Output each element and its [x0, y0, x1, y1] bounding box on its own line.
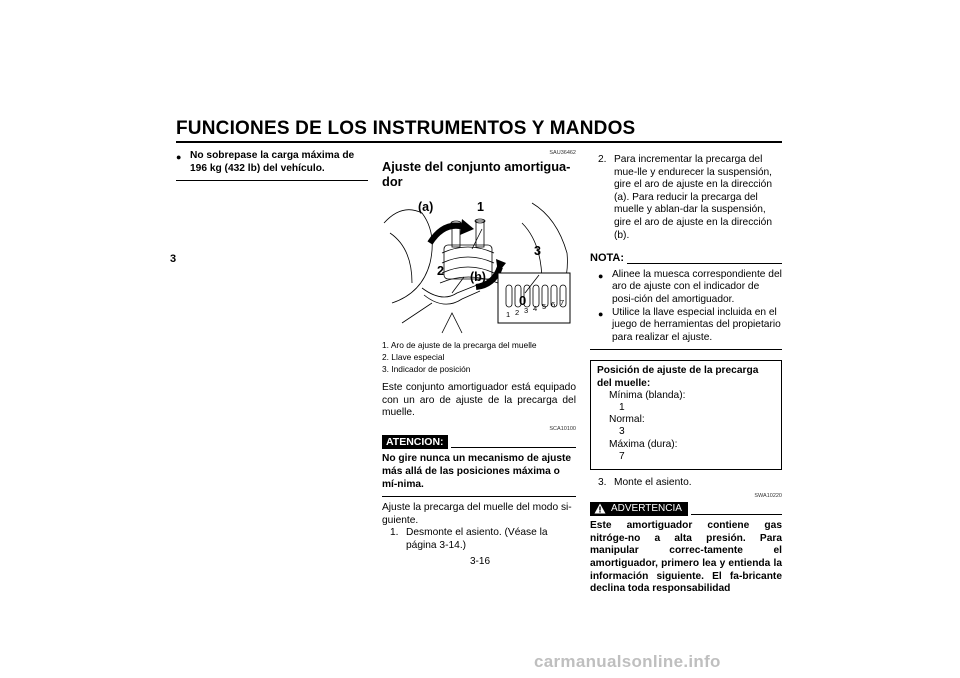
- caution-header: [382, 435, 576, 450]
- shock-absorber-figure: [382, 193, 572, 335]
- spec-max-label: Máxima (dura):: [609, 438, 678, 450]
- warning-code: SWA10220: [754, 492, 782, 499]
- figure-label-2: 2: [437, 264, 444, 278]
- spec-min-label: Mínima (blanda):: [609, 389, 686, 401]
- warning-label-box: [590, 502, 688, 517]
- note-bullet-item: [590, 269, 782, 307]
- watermark: carmanualsonline.info: [534, 652, 721, 671]
- section-title: Ajuste del conjunto amortigua-dor: [382, 159, 571, 189]
- figure-label-b: (b): [470, 270, 486, 284]
- figure-label-3: 3: [534, 244, 541, 258]
- bullet-icon: ●: [598, 308, 604, 319]
- chapter-tab: 3: [170, 253, 177, 265]
- spec-title: Posición de ajuste de la precarga del muelle:: [597, 365, 759, 389]
- scale-number: 3: [524, 306, 529, 315]
- warning-bullet-text: No sobrepase la carga máxima de 196 kg (432 lb) del vehículo.: [190, 150, 355, 174]
- figure-label-a: (a): [418, 200, 434, 214]
- spec-box: [590, 360, 782, 470]
- scale-number: 6: [551, 300, 556, 309]
- spec-normal-label: Normal:: [609, 414, 645, 426]
- step-1-number: 1.: [390, 527, 399, 539]
- figure-label-1: 1: [477, 200, 484, 214]
- step-1-item: [382, 527, 576, 552]
- caution-code: SCA10100: [549, 425, 576, 432]
- step-3-number: 3.: [598, 476, 607, 488]
- warning-label: ADVERTENCIA: [611, 502, 682, 514]
- step-2-number: 2.: [598, 154, 607, 165]
- warning-bullet-item: [176, 150, 368, 175]
- procedure-intro: Ajuste la precarga del muelle del modo si-guiente.: [382, 502, 572, 526]
- scale-number: 4: [533, 304, 538, 313]
- page-number: 3-16: [470, 556, 491, 567]
- note-rule: [627, 263, 782, 264]
- caution-text: No gire nunca un mecanismo de ajuste más allá de las posiciones máxima o mí-nima.: [382, 453, 572, 490]
- figure-caption-1: 1. Aro de ajuste de la precarga del muelle: [382, 340, 537, 350]
- column-3: [590, 150, 782, 596]
- warning-header: [590, 502, 782, 517]
- note-end-rule: [590, 349, 782, 350]
- warning-triangle-icon: [594, 503, 606, 514]
- bullet-icon: ●: [176, 152, 182, 162]
- caution-rule: [451, 447, 576, 448]
- column-2: [382, 150, 576, 553]
- scale-number: 1: [506, 310, 511, 319]
- step-1-text: Desmonte el asiento. (Véase la página 3-14.): [406, 527, 548, 551]
- step-2-text: Para incrementar la precarga del mue-lle y endurecer la suspensión, gire el aro de ajuste en la dirección (a). Para reducir la precarga del muelle y ablan-dar la suspensión, gire el aro de ajuste en la dirección (b).: [614, 154, 773, 241]
- note-label: NOTA:: [590, 252, 625, 265]
- figure-caption-2: 2. Llave especial: [382, 352, 445, 362]
- column-1: [176, 150, 368, 181]
- indicator-mark: 0: [519, 293, 527, 308]
- warning-rule: [691, 514, 782, 515]
- step-3-item: [590, 477, 782, 490]
- intro-paragraph: Este conjunto amortiguador está equipado con un aro de ajuste de la precarga del muelle.: [382, 382, 576, 419]
- scale-number: 5: [542, 302, 547, 311]
- scale-number: 7: [560, 298, 565, 307]
- section-code: SAU36462: [549, 150, 576, 156]
- note-bullet-item: [590, 307, 782, 345]
- figure-caption-3: 3. Indicador de posición: [382, 364, 471, 374]
- spec-normal-value: 3: [619, 426, 625, 438]
- header-rule: [176, 141, 782, 143]
- step-3-text: Monte el asiento.: [614, 476, 692, 488]
- section-rule: [176, 180, 368, 181]
- note-header: [590, 252, 782, 265]
- page-header-title: FUNCIONES DE LOS INSTRUMENTOS Y MANDOS: [176, 118, 636, 139]
- spec-max-value: 7: [619, 450, 625, 462]
- note-bullet-text: Alinee la muesca correspondiente del aro de ajuste con el indicador de posi-ción del amortiguador.: [612, 268, 782, 305]
- note-bullet-text: Utilice la llave especial incluida en el juego de herramientas del propietario para realizar el ajuste.: [612, 306, 781, 343]
- scale-number: 2: [515, 308, 520, 317]
- spec-min-value: 1: [619, 401, 625, 413]
- step-2-item: [590, 154, 782, 242]
- bullet-icon: ●: [598, 270, 604, 281]
- warning-text: Este amortiguador contiene gas nitróge-no a alta presión. Para manipular correc-tamente el amortiguador, primero lea y entienda la información siguiente. El fa-bricante declina toda responsabilidad: [590, 520, 782, 595]
- caution-end-rule: [382, 496, 576, 497]
- caution-label: ATENCION:: [382, 435, 448, 450]
- shock-absorber-illustration: [382, 193, 572, 335]
